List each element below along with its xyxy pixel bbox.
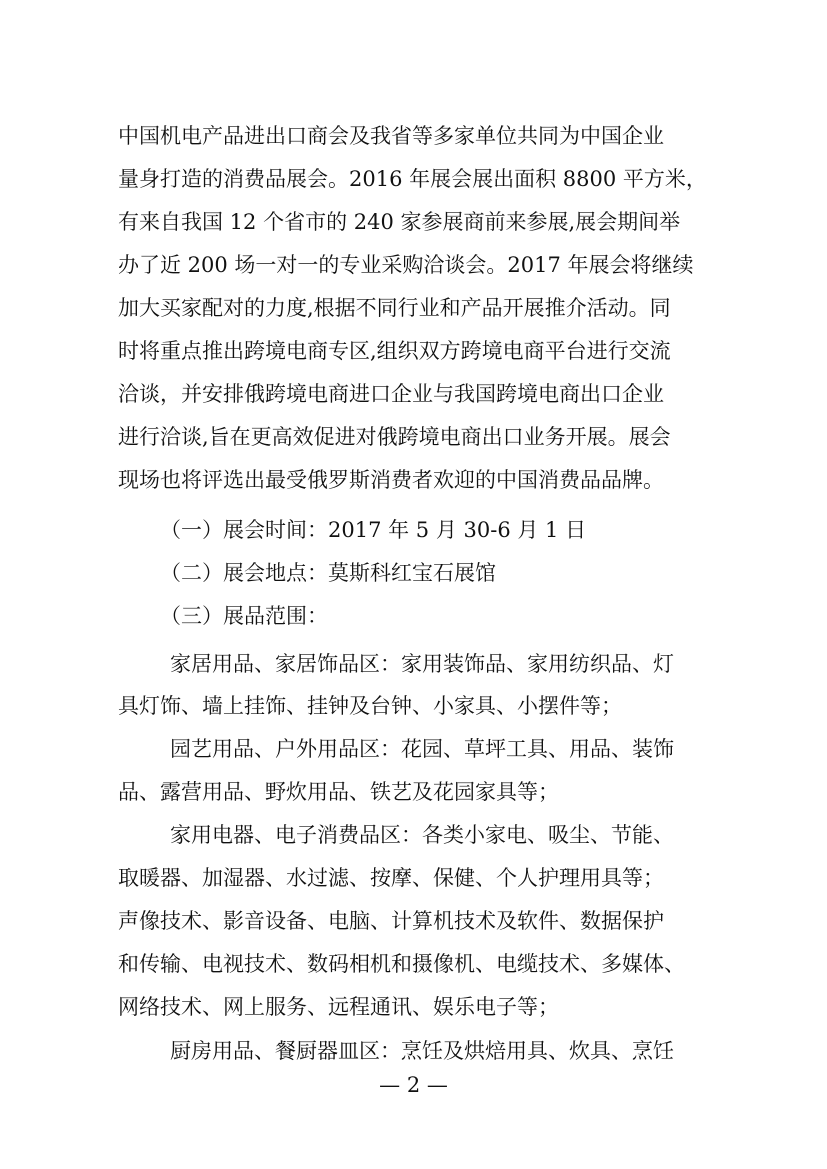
body-text-line: 品、露营用品、野炊用品、铁艺及花园家具等； <box>118 780 559 804</box>
body-text-line: 园艺用品、户外用品区：花园、草坪工具、用品、装饰 <box>170 737 674 761</box>
exhibit-scope-heading: （三）展品范围： <box>160 604 328 628</box>
body-text-line: 声像技术、影音设备、电脑、计算机技术及软件、数据保护 <box>118 909 664 933</box>
body-text-line: 进行洽谈,旨在更高效促进对俄跨境电商出口业务开展。展会 <box>118 425 671 449</box>
body-text-line: 家用电器、电子消费品区：各类小家电、吸尘、节能、 <box>170 823 674 847</box>
body-text-line: 和传输、电视技术、数码相机和摄像机、电缆技术、多媒体、 <box>118 952 685 976</box>
body-text-line: 家居用品、家居饰品区：家用装饰品、家用纺织品、灯 <box>170 652 674 676</box>
exhibition-time-item: （一）展会时间：2017 年 5 月 30-6 月 1 日 <box>160 518 587 542</box>
body-text-line: 时将重点推出跨境电商专区,组织双方跨境电商平台进行交流 <box>118 339 671 363</box>
exhibition-venue-item: （二）展会地点：莫斯科红宝石展馆 <box>160 561 496 585</box>
body-text-line: 量身打造的消费品展会。2016 年展会展出面积 8800 平方米， <box>118 167 707 191</box>
body-text-line: 现场也将评选出最受俄罗斯消费者欢迎的中国消费品品牌。 <box>118 468 664 492</box>
body-text-line: 加大买家配对的力度,根据不同行业和产品开展推介活动。同 <box>118 296 671 320</box>
body-text-line: 具灯饰、墙上挂饰、挂钟及台钟、小家具、小摆件等； <box>118 694 622 718</box>
body-text-line: 有来自我国 12 个省市的 240 家参展商前来参展,展会期间举 <box>118 210 681 234</box>
body-text-line: 网络技术、网上服务、远程通讯、娱乐电子等； <box>118 995 559 1019</box>
body-text-line: 厨房用品、餐厨器皿区：烹饪及烘焙用具、炊具、烹饪 <box>170 1039 674 1063</box>
body-text-line: 取暖器、加湿器、水过滤、按摩、保健、个人护理用具等； <box>118 866 664 890</box>
body-text-line: 办了近 200 场一对一的专业采购洽谈会。2017 年展会将继续 <box>118 253 694 277</box>
page-number: — 2 — <box>379 1073 448 1097</box>
body-text-line: 洽谈，并安排俄跨境电商进口企业与我国跨境电商出口企业 <box>118 382 664 406</box>
body-text-line: 中国机电产品进出口商会及我省等多家单位共同为中国企业 <box>118 124 664 148</box>
